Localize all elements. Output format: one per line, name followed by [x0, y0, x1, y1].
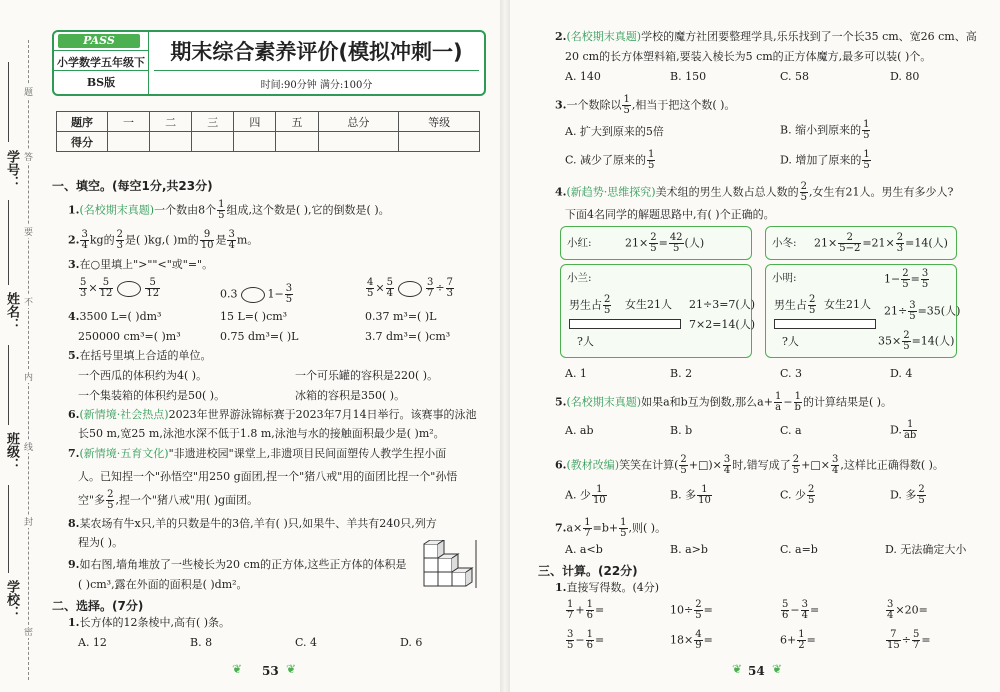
option-b[interactable]: B. a>b [670, 543, 708, 556]
choice-question-1: 1.长方体的12条棱中,高有( )条。 [68, 616, 231, 629]
answer-box-xiaohong: 小红: 21× $\frac{2}{5}$ = $\frac{42}{5}$ (人) [560, 226, 752, 260]
question-5: 5.在括号里填上合适的单位。 [68, 349, 212, 362]
answer-box-xiaoming: 小明: 男生占 $\frac{2}{5}$ 女生21人 ?人 1− $\frac{2}{5}$ = $\frac{3}{5}$ 21÷ $\frac{3}{5}$ =35(人) 35× $\frac{2}{5}$ =14(人) [765, 264, 957, 358]
xiaolan-step1: 21÷3=7(人) [689, 298, 756, 311]
page-number: 54 [748, 664, 765, 678]
option-d[interactable]: D. 80 [890, 70, 920, 83]
question-7: 7.(新情境·五育文化)"非遗进校园"课堂上,非遗项目民间面塑传人教学生捏小面 [68, 447, 447, 460]
question-9: 9.如右图,墙角堆放了一些棱长为20 cm的正方体,这些正方体的体积是 [68, 558, 407, 571]
xiaolan-step2: 7×2=14(人) [689, 318, 756, 331]
option-c[interactable]: C. 58 [780, 70, 810, 83]
compare-item-3: $\frac{4}{5}$ × $\frac{5}{4}$ $\frac{3}{7}$ ÷ $\frac{7}{3}$ [367, 277, 453, 299]
question-1: 1.(名校期末真题)一个数由8个 $\frac{1}{5}$ 组成,这个数是( ),它的倒数是( )。 [68, 199, 390, 221]
calc-item: $\frac{3}{5}$ − $\frac{1}{6}$ = [567, 629, 605, 651]
option-b[interactable]: B. 多 $\frac{1}{10}$ [670, 484, 711, 506]
option-d[interactable]: D. 增加了原来的 $\frac{1}{5}$ [780, 149, 870, 171]
compare-item-2: 0.3 1− $\frac{3}{5}$ [220, 283, 293, 305]
option-b[interactable]: B. 缩小到原来的 $\frac{1}{5}$ [780, 119, 870, 141]
compare-item-1: $\frac{5}{3}$ × $\frac{5}{12}$ $\frac{5}{12}$ [80, 277, 160, 299]
question-7-line2: 人。已知捏一个"孙悟空"用250 g面团,捏一个"猪八戒"用的面团比捏一个"孙悟 [78, 470, 458, 483]
score-input[interactable] [399, 132, 480, 152]
exam-title: 期末综合素养评价(模拟冲刺一) [170, 40, 463, 64]
option-a[interactable]: A. 12 [78, 636, 107, 649]
choice-question-2-line2: 20 cm的长方体塑料箱,要装入棱长为5 cm的正方体魔方,最多可以装( )个。 [565, 50, 932, 63]
score-cell: 等级 [399, 112, 480, 132]
class-line[interactable] [8, 345, 10, 425]
score-input[interactable] [150, 132, 192, 152]
score-value-row [57, 132, 480, 152]
question-5-item: 一个集装箱的体积约是50( )。 [78, 389, 226, 402]
option-b[interactable]: B. 150 [670, 70, 707, 83]
cut-char: 内 [24, 370, 33, 383]
cut-char: 密 [24, 625, 33, 638]
version-label: BS版 [86, 76, 116, 89]
calc-item: $\frac{1}{7}$ + $\frac{1}{6}$ = [567, 599, 605, 621]
choice-question-4-line2: 下面4名同学的解题思路中,有( )个正确的。 [565, 208, 775, 221]
option-c[interactable]: C. 3 [780, 367, 803, 380]
question-5-item: 一个西瓜的体积约为4( )。 [78, 369, 208, 382]
cut-char: 线 [24, 440, 33, 453]
score-cell: 四 [234, 112, 276, 132]
option-a[interactable]: A. 少 $\frac{1}{10}$ [565, 484, 606, 506]
calc-item: $\frac{3}{4}$ ×20= [887, 599, 928, 621]
score-table [56, 111, 480, 152]
xiaoming-girls-label: 女生21人 [824, 298, 871, 311]
question-3: 3.在○里填上">""<"或"="。 [68, 258, 214, 271]
choice-question-3: 3.一个数除以 $\frac{1}{5}$ ,相当于把这个数( )。 [555, 94, 736, 116]
calc-item: 6+ $\frac{1}{2}$ = [780, 629, 816, 651]
question-2: 2. $\frac{3}{4}$ kg的 $\frac{2}{3}$ 是( )kg,( )m的 $\frac{9}{10}$ 是 $\frac{3}{4}$ m。 [68, 229, 259, 251]
cut-char: 要 [24, 225, 33, 238]
compare-circle[interactable] [241, 287, 265, 303]
calc-question-1: 1.直接写得数。(4分) [555, 581, 660, 594]
leaf-icon: ❦ [732, 662, 743, 676]
question-6-line2: 长50 m,宽25 m,泳池水深不低于1.8 m,泳池与水的接触面积最少是( )m²。 [78, 427, 445, 440]
question-5-item: 一个可乐罐的容积是220( )。 [295, 369, 439, 382]
calc-item: 10÷ $\frac{2}{5}$ = [670, 599, 713, 621]
choice-question-7: 7.a× $\frac{1}{7}$ =b+ $\frac{1}{5}$ ,则( )。 [555, 517, 667, 539]
question-4-item: 3.7 dm³=( )cm³ [365, 330, 451, 343]
option-d[interactable]: D. 多 $\frac{2}{5}$ [890, 484, 925, 506]
score-input[interactable] [234, 132, 276, 152]
score-cell: 一 [108, 112, 150, 132]
xiaolan-girls-label: 女生21人 [625, 298, 672, 311]
question-4-item: 15 L=( )cm³ [220, 310, 288, 323]
section-1-title: 一、填空。(每空1分,共23分) [52, 179, 213, 193]
question-6: 6.(新情境·社会热点)2023年世界游泳锦标赛于2023年7月14日举行。该赛事的泳池 [68, 408, 477, 421]
class-label: 班级： [4, 432, 19, 471]
xiaolan-question: ?人 [577, 335, 594, 348]
pass-logo: PASS [58, 34, 140, 48]
binding-margin [0, 0, 40, 692]
option-d[interactable]: D. 6 [400, 636, 423, 649]
xiaoming-bar [774, 319, 876, 329]
section-3-title: 三、计算。(22分) [538, 564, 638, 578]
cut-char: 不 [24, 295, 33, 308]
score-input[interactable] [276, 132, 318, 152]
time-info: 时间:90分钟 满分:100分 [260, 80, 373, 91]
xiaolan-bar [569, 319, 681, 329]
cut-char: 题 [24, 85, 33, 98]
option-d[interactable]: D. $\frac{1}{ab}$ [890, 419, 917, 441]
option-c[interactable]: C. 少 $\frac{2}{5}$ [780, 484, 815, 506]
option-c[interactable]: C. 减少了原来的 $\frac{1}{5}$ [565, 149, 655, 171]
xiaohong-formula: 21× $\frac{2}{5}$ = $\frac{42}{5}$ (人) [625, 232, 705, 254]
score-cell: 二 [150, 112, 192, 132]
cut-line [28, 40, 29, 680]
stacked-cubes-figure [420, 540, 482, 590]
score-input[interactable] [318, 132, 399, 152]
option-a[interactable]: A. 140 [565, 70, 601, 83]
school-label: 学校： [4, 580, 19, 619]
option-d[interactable]: D. 4 [890, 367, 913, 380]
xiaoming-boys-label: 男生占 $\frac{2}{5}$ [774, 294, 816, 316]
page-number: 53 [262, 664, 279, 678]
xiaoming-step2: 21÷ $\frac{3}{5}$ =35(人) [884, 300, 961, 322]
question-4-item: 0.75 dm³=( )L [220, 330, 299, 343]
question-5-item: 冰箱的容积是350( )。 [295, 389, 406, 402]
right-page [510, 0, 1000, 692]
score-cell: 总分 [318, 112, 399, 132]
score-cell: 三 [192, 112, 234, 132]
xiaodong-formula: 21× $\frac{2}{5-2}$ =21× $\frac{2}{3}$ =14(人) [814, 232, 948, 254]
score-cell: 五 [276, 112, 318, 132]
compare-circle[interactable] [398, 281, 422, 297]
name-line[interactable] [8, 200, 10, 285]
option-a[interactable]: A. a<b [565, 543, 603, 556]
score-input[interactable] [108, 132, 150, 152]
option-c[interactable]: C. 4 [295, 636, 318, 649]
score-row-label: 得分 [57, 132, 108, 152]
question-7-line3: 空"多 $\frac{2}{5}$ ,捏一个"猪八戒"用( )g面团。 [78, 489, 259, 511]
name-label: 姓名： [4, 292, 19, 331]
option-a[interactable]: A. 扩大到原来的5倍 [565, 125, 664, 138]
leaf-icon: ❦ [232, 662, 243, 676]
question-9-line2: ( )cm³,露在外面的面积是( )dm²。 [78, 578, 248, 591]
school-line[interactable] [8, 485, 10, 573]
student-id-line[interactable] [8, 62, 10, 142]
option-a[interactable]: A. 1 [565, 367, 587, 380]
option-c[interactable]: C. a=b [780, 543, 818, 556]
compare-circle[interactable] [117, 281, 141, 297]
cut-char: 答 [24, 150, 33, 163]
student-id-label: 学号： [4, 150, 19, 189]
book-fold [500, 0, 510, 692]
score-input[interactable] [192, 132, 234, 152]
option-b[interactable]: B. 2 [670, 367, 693, 380]
calc-item: $\frac{5}{6}$ − $\frac{3}{4}$ = [782, 599, 820, 621]
calc-item: 18× $\frac{4}{9}$ = [670, 629, 713, 651]
option-a[interactable]: A. ab [565, 424, 594, 437]
option-b[interactable]: B. b [670, 424, 693, 437]
option-d[interactable]: D. 无法确定大小 [885, 543, 967, 556]
leaf-icon: ❦ [772, 662, 783, 676]
xiaoming-step1: 1− $\frac{2}{5}$ = $\frac{3}{5}$ [884, 268, 929, 290]
answer-box-xiaolan: 小兰: 男生占 $\frac{2}{5}$ 女生21人 ?人 21÷3=7(人) 7×2=14(人) [560, 264, 752, 358]
question-4-item: 250000 cm³=( )m³ [78, 330, 181, 343]
question-8-line2: 程为( )。 [78, 536, 124, 549]
score-header-row [57, 112, 480, 132]
choice-question-5: 5.(名校期末真题)如果a和b互为倒数,那么a+ $\frac{1}{a}$ − $\frac{1}{b}$ 的计算结果是( )。 [555, 391, 893, 413]
choice-question-2: 2.(名校期末真题)学校的魔方社团要整理学具,乐乐找到了一个长35 cm、宽26 cm、高 [555, 30, 977, 43]
question-4-item: 0.37 m³=( )L [365, 310, 437, 323]
xiaolan-boys-label: 男生占 $\frac{2}{5}$ [569, 294, 611, 316]
option-c[interactable]: C. a [780, 424, 802, 437]
leaf-icon: ❦ [286, 662, 297, 676]
choice-question-4: 4.(新趋势·思维探究)美术组的男生人数占总人数的 $\frac{2}{5}$ ,女生有21人。男生有多少人? [555, 181, 954, 203]
calc-item: $\frac{7}{15}$ ÷ $\frac{5}{7}$ = [887, 629, 931, 651]
exam-header [52, 30, 486, 96]
section-2-title: 二、选择。(7分) [52, 599, 144, 613]
option-b[interactable]: B. 8 [190, 636, 213, 649]
choice-question-6: 6.(教材改编)笑笑在计算( $\frac{2}{5}$ +□)× $\frac{3}{4}$ 时,错写成了 $\frac{2}{5}$ +□× $\frac{3}{4}$ ,这样比正确得数( )。 [555, 454, 944, 476]
answer-box-xiaodong: 小冬: 21× $\frac{2}{5-2}$ =21× $\frac{2}{3}$ =14(人) [765, 226, 957, 260]
cut-char: 封 [24, 515, 33, 528]
xiaoming-step3: 35× $\frac{2}{5}$ =14(人) [878, 330, 955, 352]
xiaoming-question: ?人 [782, 335, 799, 348]
grade-label: 小学数学五年级下 [57, 56, 145, 69]
question-8: 8.某农场有牛x只,羊的只数是牛的3倍,羊有( )只,如果牛、羊共有240只,列方 [68, 517, 437, 530]
score-cell: 题序 [57, 112, 108, 132]
question-4-row1: 4.3500 L=( )dm³ [68, 310, 162, 323]
